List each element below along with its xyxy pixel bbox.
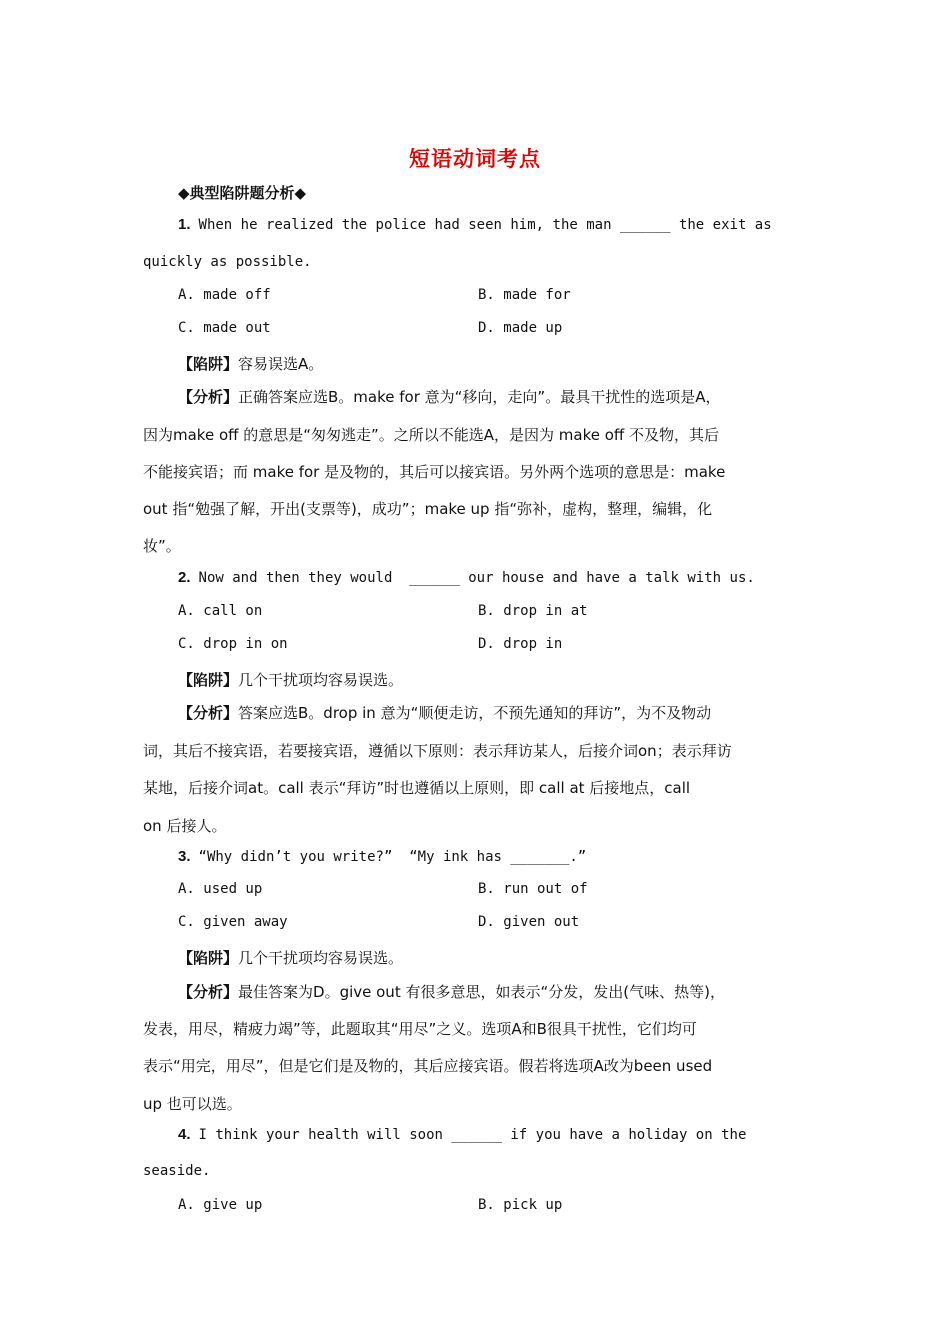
option-c: C. drop in on xyxy=(178,636,288,652)
question-4-stem-cont: seaside. xyxy=(143,1163,211,1179)
question-1-stem xyxy=(178,216,772,233)
trap-text: 几个干扰项均容易误选。 xyxy=(238,949,404,967)
analysis-label: 【分析】 xyxy=(178,704,239,722)
question-text: Now and then they would ______ our house and have a talk with us. xyxy=(198,570,755,586)
option-c: C. made out xyxy=(178,320,271,336)
analysis-line: up 也可以选。 xyxy=(143,1095,242,1113)
analysis-line: on 后接人。 xyxy=(143,817,227,835)
question-4-stem xyxy=(178,1126,746,1143)
question-number: 1. xyxy=(178,216,191,233)
question-text: I think your health will soon ______ if you have a holiday on the xyxy=(198,1127,747,1143)
analysis-line: 【分析】最佳答案为D。give out 有很多意思，如表示“分发，发出(气味、热等)， xyxy=(178,983,725,1001)
question-number: 2. xyxy=(178,569,191,586)
analysis-label: 【分析】 xyxy=(178,388,239,406)
analysis-line: 词，其后不接宾语，若要接宾语，遵循以下原则：表示拜访某人，后接介词on；表示拜访 xyxy=(143,742,732,760)
page-title: 短语动词考点 xyxy=(409,147,541,171)
question-text: “Why didn’t you write?” “My ink has _______.” xyxy=(198,849,587,865)
analysis-line: 某地，后接介词at。call 表示“拜访”时也遵循以上原则，即 call at 后接地点，call xyxy=(143,779,691,797)
analysis-line: 发表，用尽，精疲力竭”等，此题取其“用尽”之义。选项A和B很具干扰性，它们均可 xyxy=(143,1020,697,1038)
option-b: B. pick up xyxy=(478,1197,563,1213)
option-d: D. made up xyxy=(478,320,563,336)
option-a: A. give up xyxy=(178,1197,263,1213)
question-3-stem xyxy=(178,848,586,865)
trap-note xyxy=(178,947,403,968)
option-a: A. call on xyxy=(178,603,263,619)
question-text: When he realized the police had seen him, the man ______ the exit as xyxy=(198,217,772,233)
trap-text: 容易误选A。 xyxy=(238,355,324,373)
question-number: 3. xyxy=(178,848,191,865)
analysis-line: 表示“用完，用尽”，但是它们是及物的，其后应接宾语。假若将选项A改为been used xyxy=(143,1057,713,1075)
question-number: 4. xyxy=(178,1126,191,1143)
option-a: A. used up xyxy=(178,881,263,897)
analysis-line: 因为make off 的意思是“匆匆逃走”。之所以不能选A，是因为 make off 不及物，其后 xyxy=(143,426,720,444)
trap-label: 【陷阱】 xyxy=(178,949,239,967)
analysis-line: 【分析】答案应选B。drop in 意为“顺便走访，不预先通知的拜访”，为不及物动 xyxy=(178,704,712,722)
option-b: B. drop in at xyxy=(478,603,588,619)
option-d: D. given out xyxy=(478,914,580,930)
option-b: B. run out of xyxy=(478,881,588,897)
analysis-line: 妆”。 xyxy=(143,537,181,555)
analysis-line: out 指“勉强了解，开出(支票等)，成功”；make up 指“弥补，虚构，整理，编辑，化 xyxy=(143,500,713,518)
question-1-stem-cont: quickly as possible. xyxy=(143,254,312,270)
analysis-line: 不能接宾语；而 make for 是及物的，其后可以接宾语。另外两个选项的意思是：make xyxy=(143,463,726,481)
analysis-label: 【分析】 xyxy=(178,983,239,1001)
option-b: B. made for xyxy=(478,287,571,303)
trap-label: 【陷阱】 xyxy=(178,355,239,373)
option-d: D. drop in xyxy=(478,636,563,652)
trap-note xyxy=(178,669,403,690)
section-heading: ◆典型陷阱题分析◆ xyxy=(178,184,307,202)
option-c: C. given away xyxy=(178,914,288,930)
question-2-stem xyxy=(178,569,755,586)
trap-text: 几个干扰项均容易误选。 xyxy=(238,671,404,689)
analysis-line: 【分析】正确答案应选B。make for 意为“移向，走向”。最具干扰性的选项是A， xyxy=(178,388,721,406)
trap-label: 【陷阱】 xyxy=(178,671,239,689)
trap-note xyxy=(178,353,323,374)
option-a: A. made off xyxy=(178,287,271,303)
